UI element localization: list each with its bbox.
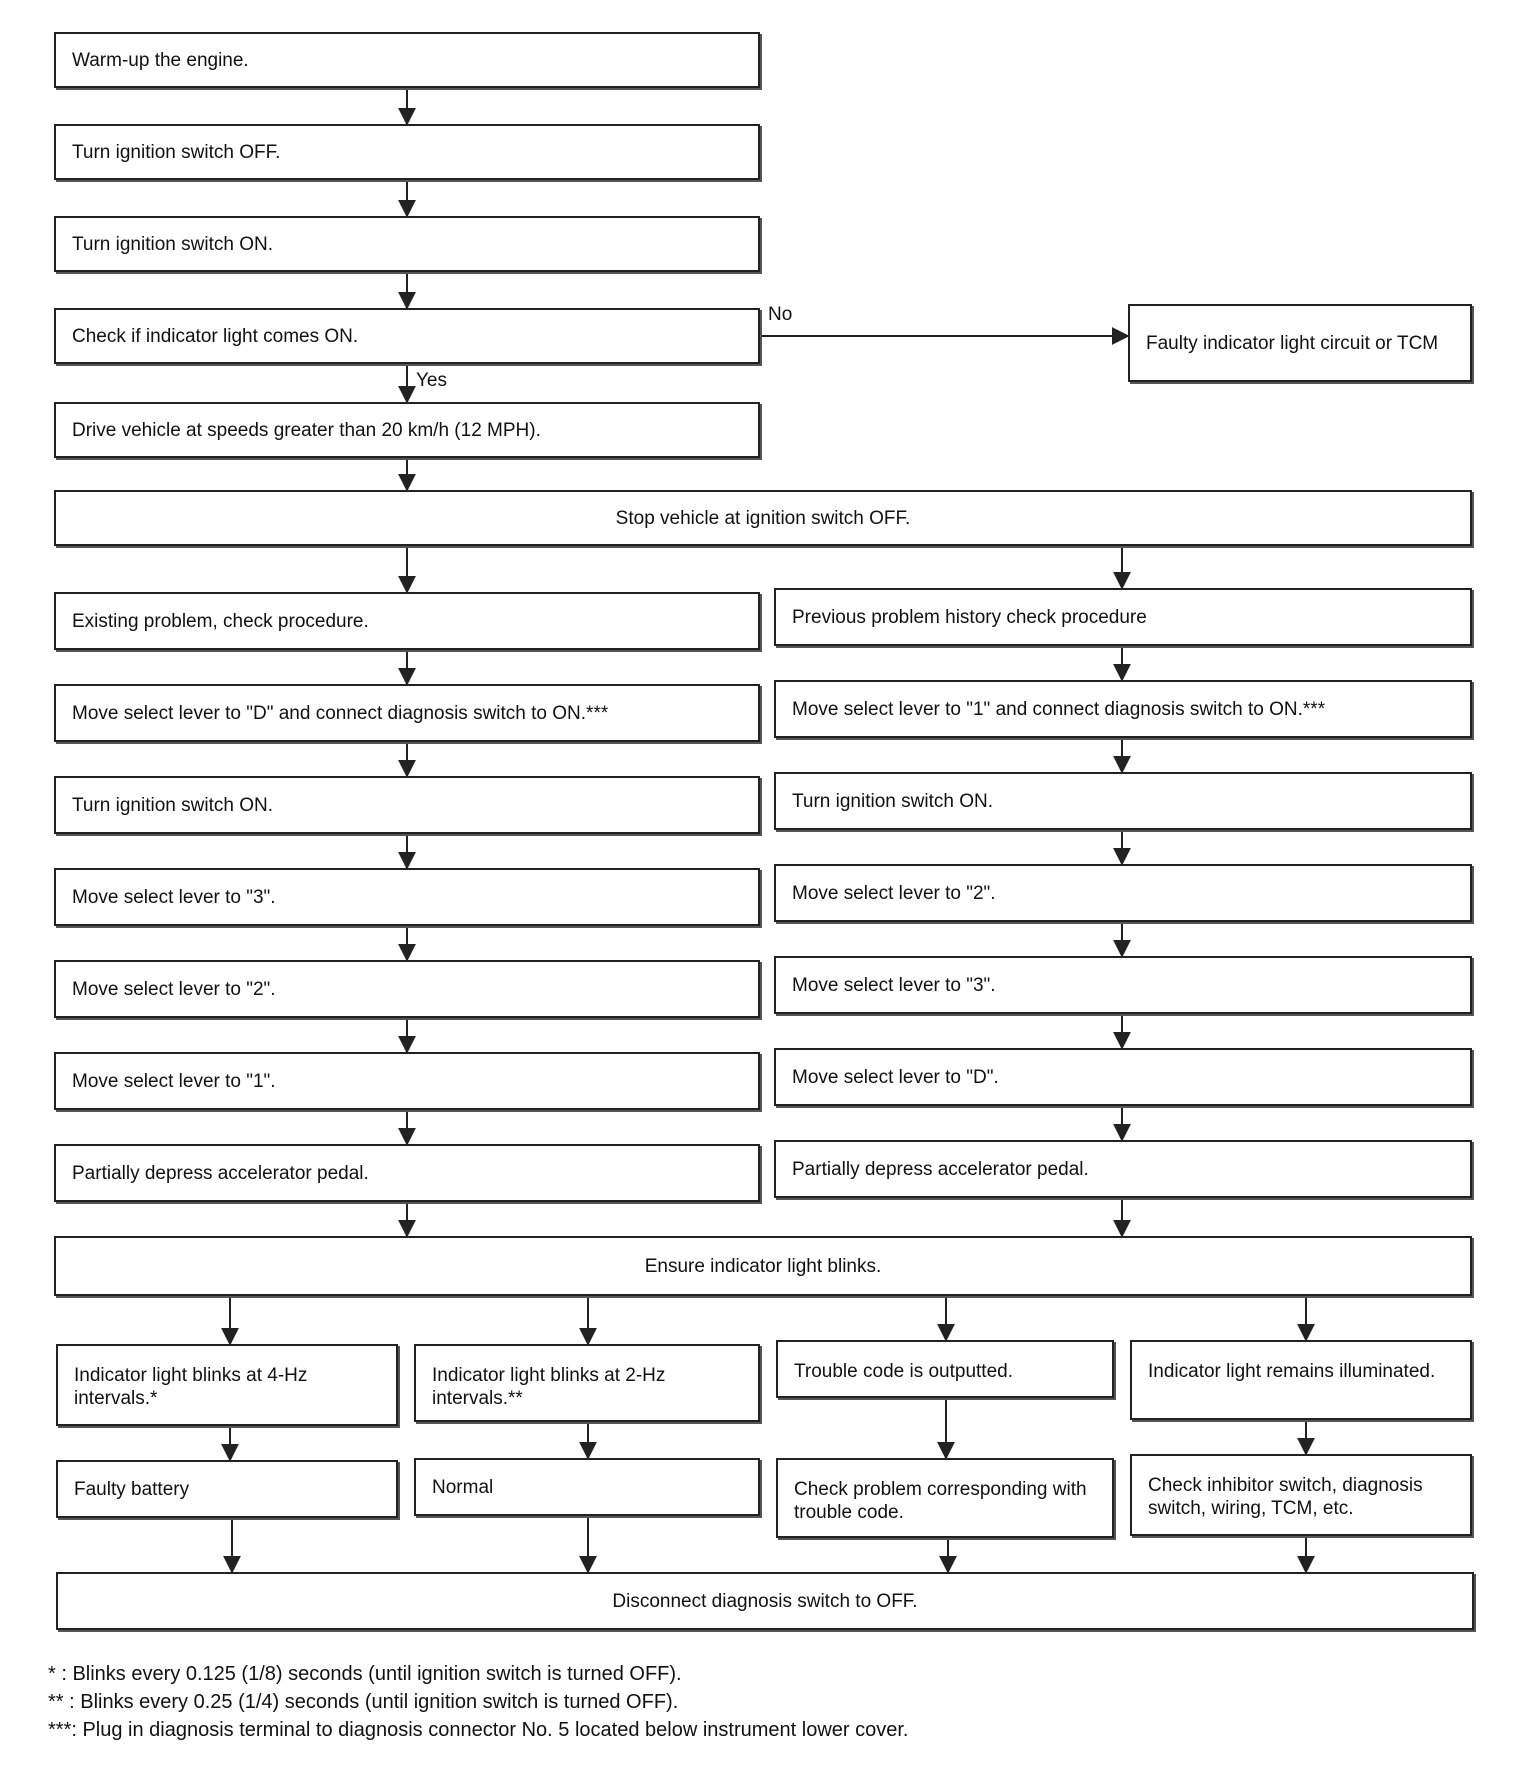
step-faulty-circuit: Faulty indicator light circuit or TCM <box>1128 304 1472 382</box>
left-step-ignition-on: Turn ignition switch ON. <box>54 776 760 834</box>
right-step-move-lever-d: Move select lever to "D". <box>774 1048 1472 1106</box>
left-step-move-lever-2: Move select lever to "2". <box>54 960 760 1018</box>
right-step-ignition-on: Turn ignition switch ON. <box>774 772 1472 830</box>
left-step-move-lever-3: Move select lever to "3". <box>54 868 760 926</box>
step-stop-vehicle: Stop vehicle at ignition switch OFF. <box>54 490 1472 546</box>
outcome-condition-2hz: Indicator light blinks at 2-Hz intervals.** <box>414 1344 760 1422</box>
right-step-move-lever-1: Move select lever to "1" and connect diagnosis switch to ON.*** <box>774 680 1472 738</box>
outcome-result-check-inhibitor: Check inhibitor switch, diagnosis switch, wiring, TCM, etc. <box>1130 1454 1472 1536</box>
step-ignition-off: Turn ignition switch OFF. <box>54 124 760 180</box>
step-warm-up: Warm-up the engine. <box>54 32 760 88</box>
outcome-condition-4hz: Indicator light blinks at 4-Hz intervals.* <box>56 1344 398 1426</box>
outcome-result-normal: Normal <box>414 1458 760 1516</box>
label-no: No <box>768 304 793 325</box>
outcome-result-faulty-battery: Faulty battery <box>56 1460 398 1518</box>
outcome-condition-trouble-code: Trouble code is outputted. <box>776 1340 1114 1398</box>
right-step-previous-history: Previous problem history check procedure <box>774 588 1472 646</box>
label-yes: Yes <box>416 370 447 391</box>
left-step-move-lever-d: Move select lever to "D" and connect diagnosis switch to ON.*** <box>54 684 760 742</box>
right-step-move-lever-2: Move select lever to "2". <box>774 864 1472 922</box>
left-step-move-lever-1: Move select lever to "1". <box>54 1052 760 1110</box>
outcome-result-check-trouble-code: Check problem corresponding with trouble code. <box>776 1458 1114 1538</box>
step-disconnect-switch: Disconnect diagnosis switch to OFF. <box>56 1572 1474 1630</box>
step-ensure-blinks: Ensure indicator light blinks. <box>54 1236 1472 1296</box>
step-check-indicator: Check if indicator light comes ON. <box>54 308 760 364</box>
right-step-move-lever-3: Move select lever to "3". <box>774 956 1472 1014</box>
outcome-condition-remains-lit: Indicator light remains illuminated. <box>1130 1340 1472 1420</box>
step-ignition-on: Turn ignition switch ON. <box>54 216 760 272</box>
footnote-1: * : Blinks every 0.125 (1/8) seconds (until ignition switch is turned OFF). <box>48 1663 682 1685</box>
footnote-3: ***: Plug in diagnosis terminal to diagnosis connector No. 5 located below instrument lower cover. <box>48 1719 909 1741</box>
left-step-existing-problem: Existing problem, check procedure. <box>54 592 760 650</box>
footnotes <box>48 1660 908 1744</box>
footnote-2: ** : Blinks every 0.25 (1/4) seconds (until ignition switch is turned OFF). <box>48 1691 679 1713</box>
left-step-depress-pedal: Partially depress accelerator pedal. <box>54 1144 760 1202</box>
step-drive-vehicle: Drive vehicle at speeds greater than 20 km/h (12 MPH). <box>54 402 760 458</box>
right-step-depress-pedal: Partially depress accelerator pedal. <box>774 1140 1472 1198</box>
